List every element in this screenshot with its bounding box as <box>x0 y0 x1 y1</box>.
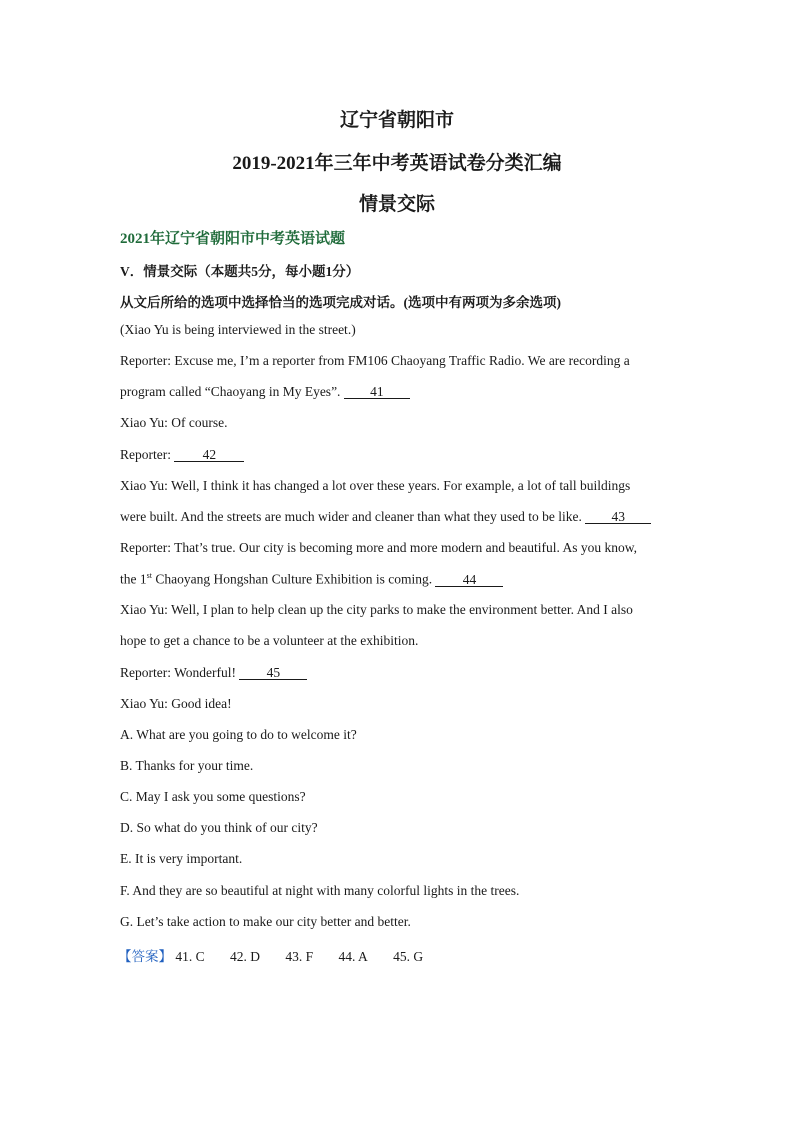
option-f: F. And they are so beautiful at night with many colorful lights in the trees. <box>120 883 520 898</box>
ordinal-suffix: st <box>146 571 152 580</box>
answer-label: 【答案】 <box>118 949 172 964</box>
dialogue-line-3: Xiao Yu: Of course. <box>120 415 228 430</box>
doc-title-region: 辽宁省朝阳市 <box>339 110 454 131</box>
answer-43: 43. F <box>285 949 314 964</box>
blank-43[interactable]: 43 <box>585 510 651 524</box>
dialogue-line-1: Reporter: Excuse me, I’m a reporter from FM106 Chaoyang Traffic Radio. We are recording a <box>120 353 630 368</box>
answer-line <box>118 945 678 965</box>
option-c: C. May I ask you some questions? <box>120 789 306 804</box>
dialogue-line-6-text: were built. And the streets are much wider and cleaner than what they used to be like. <box>120 509 582 524</box>
dialogue-line-7: Reporter: That’s true. Our city is becoming more and more modern and beautiful. As you know, <box>120 540 638 555</box>
option-d: D. So what do you think of our city? <box>120 820 318 835</box>
section-heading: 2021年辽宁省朝阳市中考英语试题 <box>120 231 346 247</box>
blank-45[interactable]: 45 <box>239 666 307 680</box>
option-g: G. Let’s take action to make our city better and better. <box>120 914 411 929</box>
dialogue-line-2 <box>120 384 680 400</box>
doc-title-topic: 情景交际 <box>358 194 435 215</box>
blank-41[interactable]: 41 <box>344 385 410 399</box>
option-b: B. Thanks for your time. <box>120 758 254 773</box>
dialogue-line-9: Xiao Yu: Well, I plan to help clean up the city parks to make the environment better. And I also <box>120 602 633 617</box>
answer-42: 42. D <box>230 949 261 964</box>
dialogue-line-8 <box>120 571 680 588</box>
dialogue-line-4-text: Reporter: <box>120 447 171 462</box>
dialogue-line-2-text: program called “Chaoyang in My Eyes”. <box>120 384 341 399</box>
dialogue-line-5: Xiao Yu: Well, I think it has changed a lot over these years. For example, a lot of tall buildings <box>120 478 631 493</box>
dialogue-context: (Xiao Yu is being interviewed in the street.) <box>120 322 356 337</box>
dialogue-line-10: hope to get a chance to be a volunteer at the exhibition. <box>120 633 419 648</box>
answer-45: 45. G <box>393 949 424 964</box>
blank-44[interactable]: 44 <box>435 573 503 587</box>
dialogue-line-6 <box>120 509 680 525</box>
blank-42[interactable]: 42 <box>174 448 244 462</box>
dialogue-line-4 <box>120 447 680 463</box>
dialogue-line-8-text-b: Chaoyang Hongshan Culture Exhibition is coming. <box>151 571 433 587</box>
option-e: E. It is very important. <box>120 851 243 866</box>
option-a: A. What are you going to do to welcome it? <box>120 727 357 742</box>
dialogue-line-12: Xiao Yu: Good idea! <box>120 696 232 711</box>
answer-44: 44. A <box>338 949 368 964</box>
dialogue-line-11-text: Reporter: Wonderful! <box>120 665 237 680</box>
dialogue-line-8-text-a: the 1 <box>120 571 147 587</box>
doc-title-main: 2019-2021年三年中考英语试卷分类汇编 <box>232 153 562 174</box>
instruction: 从文后所给的选项中选择恰当的选项完成对话。(选项中有两项为多余选项) <box>120 295 561 310</box>
part-title: V．情景交际（本题共5分，每小题1分） <box>120 264 360 279</box>
dialogue-line-11 <box>120 665 680 681</box>
answer-41: 41. C <box>175 949 205 964</box>
